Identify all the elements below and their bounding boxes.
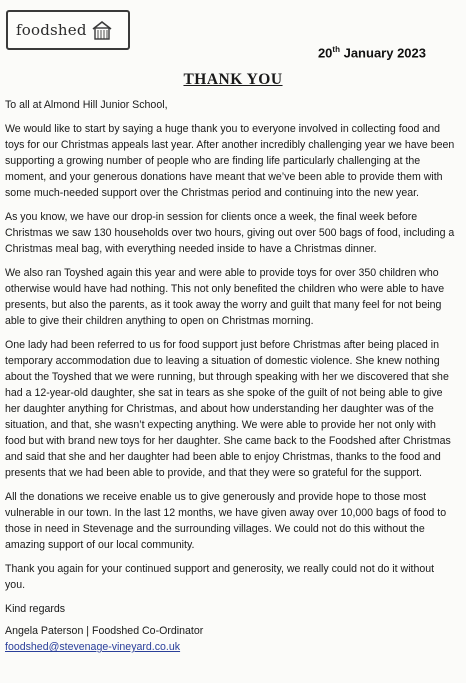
paragraph-drop-in: As you know, we have our drop-in session for clients once a week, the final week before Christmas we saw 130 households over two hours, giving out over 500 bags of food, including a Christmas meal bag, with everything needed inside to have a Christmas dinner. xyxy=(5,211,455,255)
paragraph-closing: Thank you again for your continued support and generosity, we really could not do it without you. xyxy=(5,563,435,591)
paragraph-donations: All the donations we receive enable us to give generously and provide hope to those most vulnerable in our town. In the last 12 months, we have given away over 10,000 bags of food to those in need in Stevenage and the surrounding villages. We could not do this without the amazing support of our local community. xyxy=(5,491,447,551)
paragraph-story: One lady had been referred to us for food support just before Christmas after being placed in temporary accommodation due to leaving a situation of domestic violence. She knew nothing about the Toyshed that we were running, but through speaking with her we discovered that she had a 12-year-old daughter, she sat in tears as she spoke of the guilt of not being able to give her daughter anything for Christmas, and about how understanding her daughter was of the situation, and that, she wasn’t expecting anything. We were able to provide her not only with food but with brand new toys for her daughter. She came back to the Foodshed after Christmas and said that she and her daughter had been able to enjoy Christmas, thanks to the food and presents that we had been able to provide, and that they were so grateful for the support. xyxy=(5,339,451,479)
letter-body xyxy=(5,97,457,655)
foodshed-logo xyxy=(6,10,130,50)
logo-text: foodshed xyxy=(16,21,87,39)
letter-date xyxy=(318,45,426,60)
email-link[interactable]: foodshed@stevenage-vineyard.co.uk xyxy=(5,641,181,653)
date-day: 20 xyxy=(317,45,333,61)
paragraph-toyshed: We also ran Toyshed again this year and were able to provide toys for over 350 children who otherwise would have had nothing. This not only benefited the children who were able to have presents, but also the parents, as it took away the worry and guilt that many feel for not being able to give their children anything to open on Christmas morning. xyxy=(5,267,445,327)
signoff: Kind regards xyxy=(5,603,66,615)
paragraph-thanks: We would like to start by saying a huge thank you to everyone involved in collecting food and toys for our Christmas appeals last year. After another incredibly challenging year we have been supporting a growing number of people who are finding life particularly challenging at the moment, and your generous donations have meant that we’ve been able to provide them with some much-needed support over the Christmas period and continuing into the new year. xyxy=(5,123,455,199)
date-suffix: th xyxy=(332,45,340,54)
signature-name: Angela Paterson | Foodshed Co-Ordinator xyxy=(5,625,204,637)
letter-title: THANK YOU xyxy=(183,71,283,88)
salutation: To all at Almond Hill Junior School, xyxy=(5,99,168,111)
shed-icon xyxy=(91,20,113,40)
date-month-year: January 2023 xyxy=(339,45,426,61)
